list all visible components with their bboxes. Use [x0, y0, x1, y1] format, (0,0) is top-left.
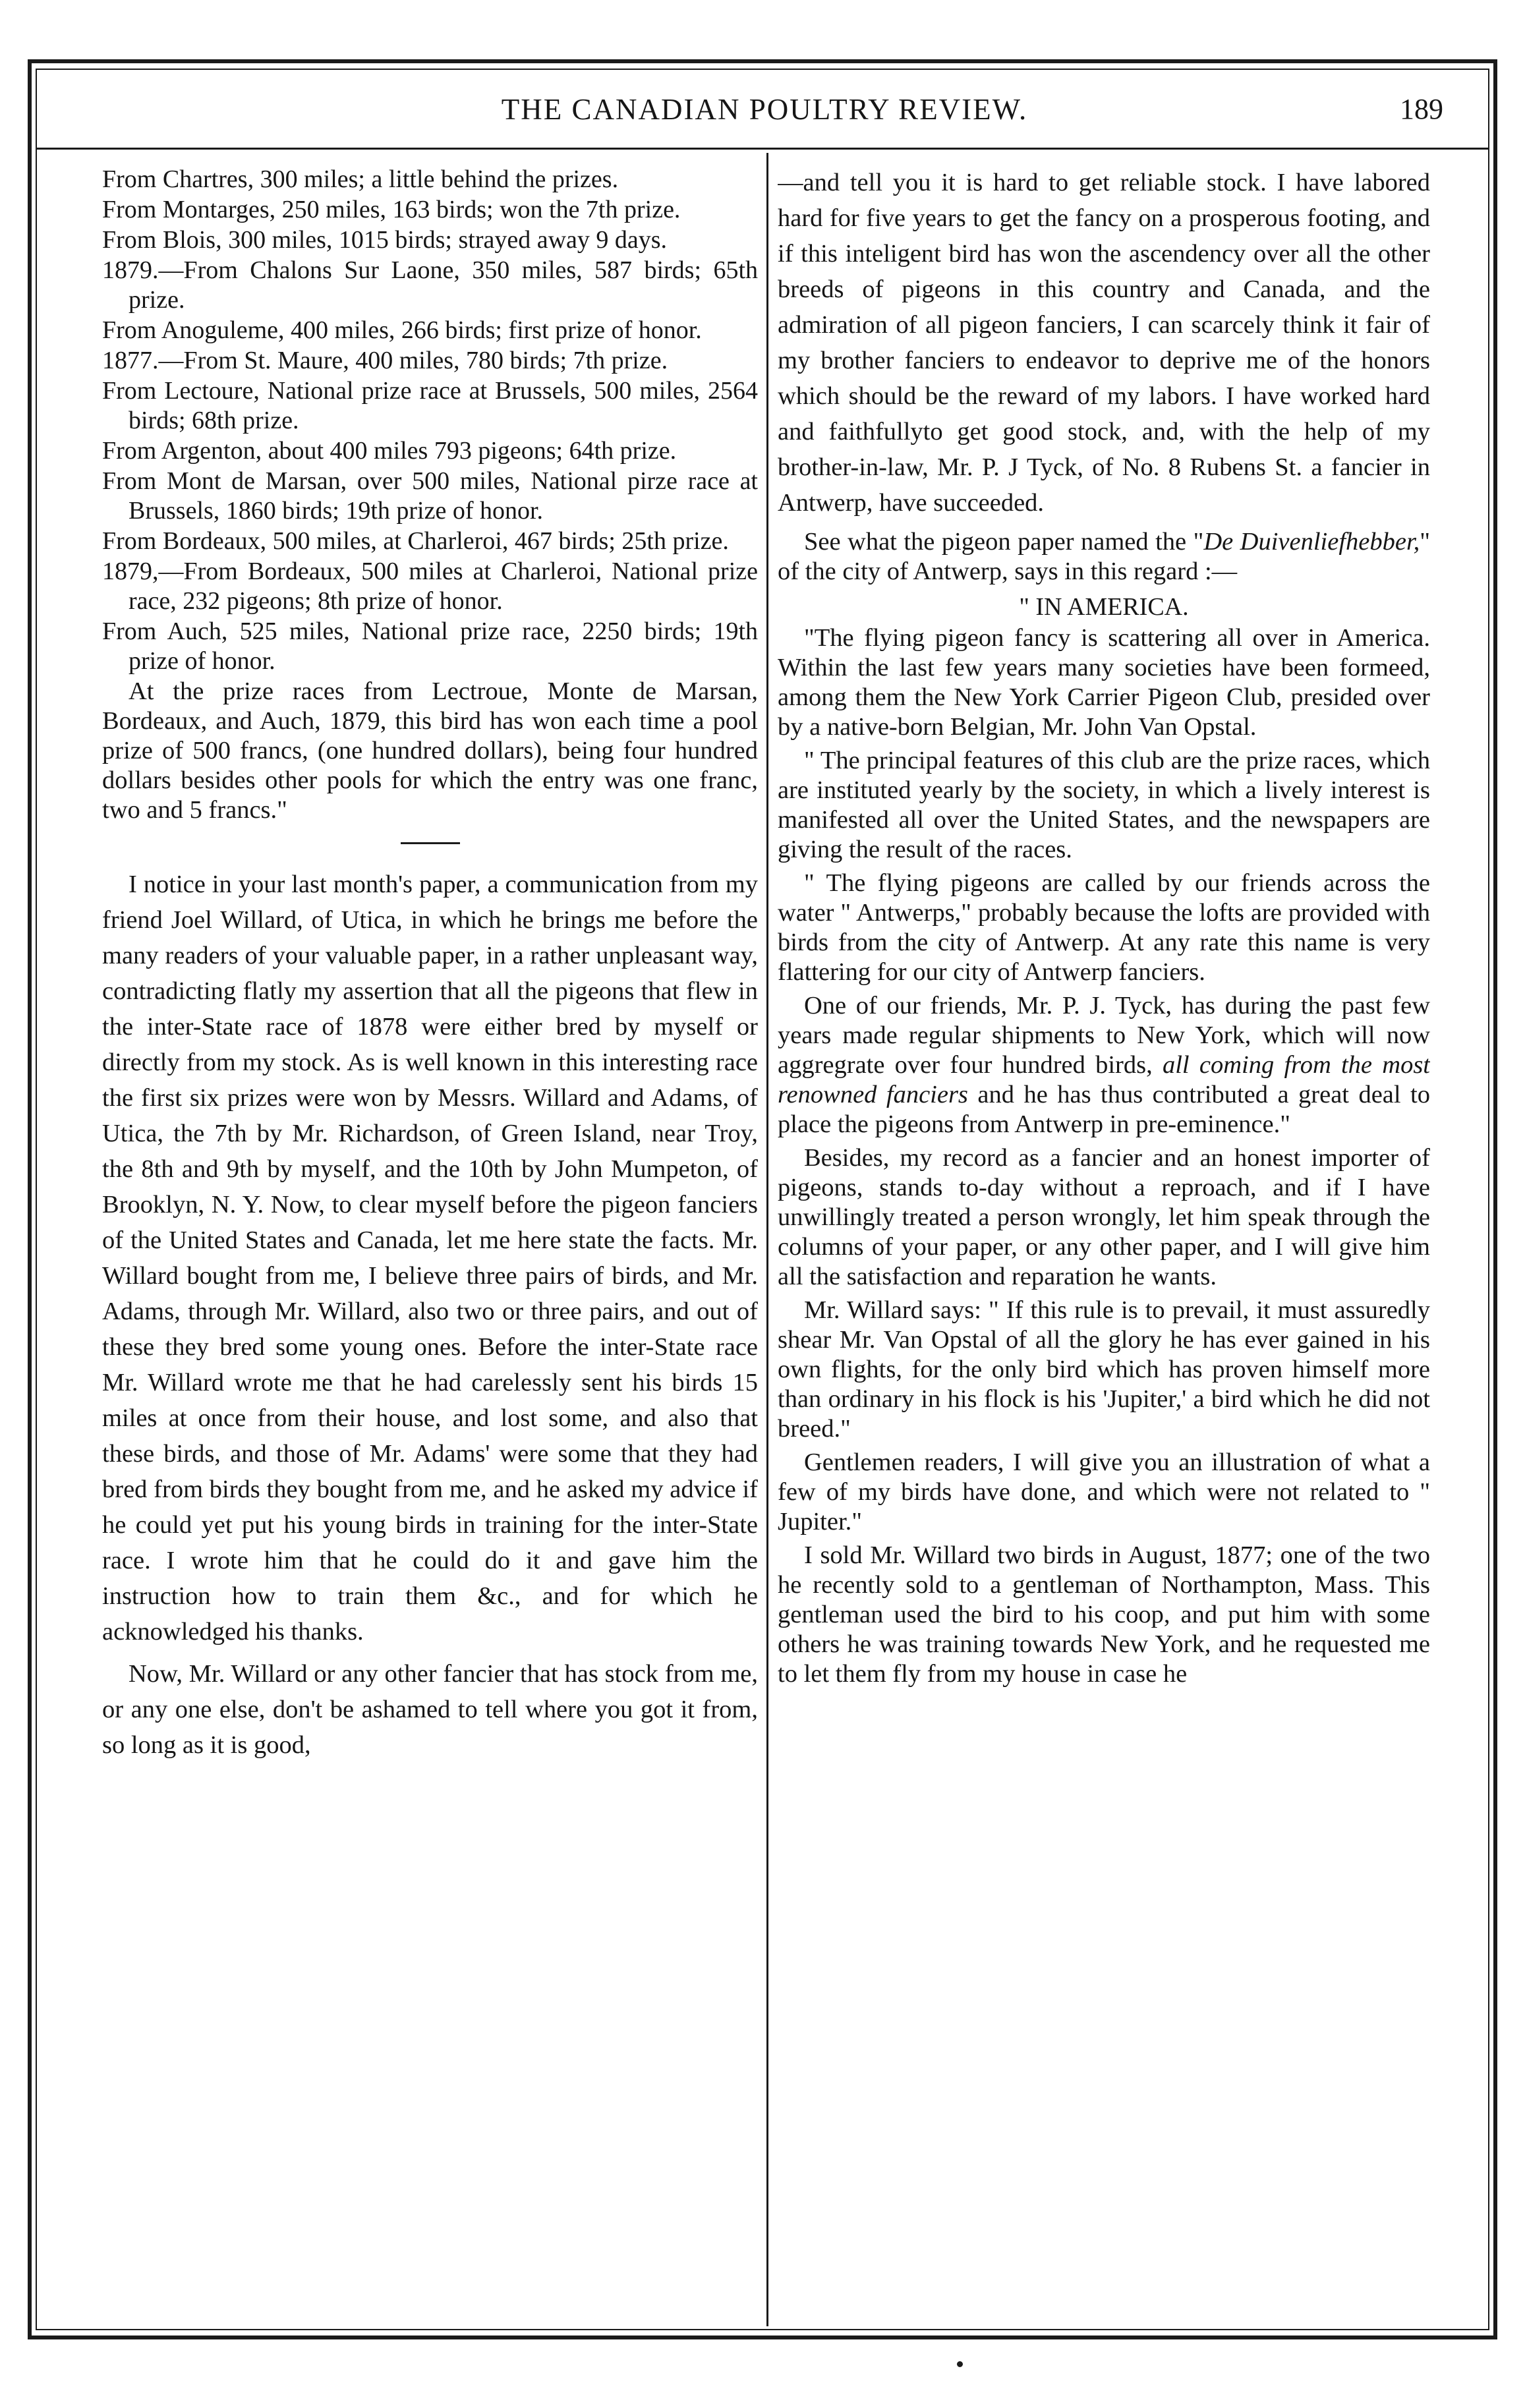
frame-inner-bottom: [36, 2329, 1489, 2330]
race-record-item: From Chartres, 300 miles; a little behind the prizes.: [102, 165, 619, 193]
text-run: One of our friends, Mr. P. J. Tyck, has during the past few years made regular shipments to New York, which will now aggregrate over four hundred birds,: [778, 992, 1430, 1079]
text-run: and he has thus contributed a great deal to place the pigeons from Antwerp in pre-eminence.": [778, 1081, 1430, 1138]
quoted-subheading: " IN AMERICA.: [1019, 593, 1189, 621]
frame-inner-right: [1488, 69, 1489, 2330]
race-record-item: 1879.—From Chalons Sur Laone, 350 miles, 587 birds; 65th prize.: [102, 256, 758, 314]
column-divider: [766, 153, 768, 2326]
body-paragraph: " The principal features of this club are the prize races, which are instituted yearly by the society, in which a lively interest is manifested all over the United States, and the newspapers are giving the result of the races.: [778, 747, 1430, 863]
frame-outer-right: [1493, 59, 1497, 2339]
body-paragraph: [778, 527, 1430, 587]
publication-name: De Duivenliefhebber,: [1203, 528, 1420, 556]
running-header: [86, 92, 1443, 138]
frame-outer-left: [28, 59, 32, 2339]
right-column: [778, 165, 1430, 2260]
frame-outer-top: [28, 59, 1497, 63]
race-record-item: From Argenton, about 400 miles 793 pigeons; 64th prize.: [102, 437, 677, 465]
body-paragraph: I sold Mr. Willard two birds in August, 1877; one of the two he recently sold to a gentleman of Northampton, Mass. This gentleman used the bird to his coop, and put him with some others he was training towards New York, and he requested me to let them fly from my house in case he: [778, 1541, 1430, 1688]
race-record-item: From Blois, 300 miles, 1015 birds; strayed away 9 days.: [102, 226, 668, 254]
quote-conclusion: At the prize races from Lectroue, Monte de Marsan, Bordeaux, and Auch, 1879, this bird has won each time a pool prize of 500 francs, (one hundred dollars), being four hundred dollars besides other pools for which the entry was one franc, two and 5 francs.": [102, 677, 758, 824]
page-number: 189: [1400, 93, 1443, 125]
race-record-item: From Anoguleme, 400 miles, 266 birds; first prize of honor.: [102, 316, 702, 344]
header-rule: [37, 148, 1488, 150]
race-record-item: From Montarges, 250 miles, 163 birds; won the 7th prize.: [102, 196, 681, 223]
running-title: THE CANADIAN POULTRY REVIEW.: [501, 93, 1028, 126]
text-run: See what the pigeon paper named the ": [804, 528, 1204, 556]
body-paragraph: —and tell you it is hard to get reliable stock. I have labored hard for five years to get the fancy on a prosperous footing, and if this inteligent bird has won the ascendency over all the other breeds of pigeons in this country and Canada, and the admiration of all pigeon fanciers, I can scarcely think it fair of my brother fanciers to endeavor to deprive me of the honors which should be the reward of my labors. I have worked hard and faithfullyto get good stock, and, with the help of my brother-in-law, Mr. P. J Tyck, of No. 8 Rubens St. a fancier in Antwerp, have succeeded.: [778, 169, 1430, 517]
emphasis-text: all coming from the most renowned fanciers: [778, 1051, 1430, 1108]
race-record-item: From Auch, 525 miles, National prize race, 2250 birds; 19th prize of honor.: [102, 617, 758, 675]
frame-outer-bottom: [28, 2336, 1497, 2339]
race-record-item: From Bordeaux, 500 miles, at Charleroi, 467 birds; 25th prize.: [102, 527, 729, 555]
body-paragraph: Mr. Willard says: " If this rule is to prevail, it must assuredly shear Mr. Van Opstal of all the glory he has ever gained in his own flights, for the only bird which has proven himself more than ordinary in his flock is his 'Jupiter,' a bird which he did not breed.": [778, 1296, 1430, 1443]
section-separator: [401, 842, 460, 844]
body-paragraph: I notice in your last month's paper, a communication from my friend Joel Willard, of Utica, in which he brings me before the many readers of your valuable paper, in a rather unpleasant way, contradicting flatly my assertion that all the pigeons that flew in the inter-State race of 1878 were either bred by myself or directly from my stock. As is well known in this interesting race the first six prizes were won by Messrs. Willard and Adams, of Utica, the 7th by Mr. Richardson, of Green Island, near Troy, the 8th and 9th by myself, and the 10th by John Mumpeton, of Brooklyn, N. Y. Now, to clear myself before the pigeon fanciers of the United States and Canada, let me here state the facts. Mr. Willard bought from me, I believe three pairs of birds, and Mr. Adams, through Mr. Willard, also two or three pairs, and out of these they bred some young ones. Before the inter-State race Mr. Willard wrote me that he had carelessly sent his birds 15 miles at once from their house, and lost some, and also that these birds, and those of Mr. Adams' were some that they had bred from birds they bought from me, and he asked my advice if he could yet put his young birds in training for the inter-State race. I wrote him that he could do it and gave him the instruction how to train them &c., and for which he acknowledged his thanks.: [102, 871, 758, 1646]
frame-inner-left: [36, 69, 37, 2330]
body-paragraph: Besides, my record as a fancier and an honest importer of pigeons, stands to-day without a reproach, and if I have unwillingly treated a person wrongly, let him speak through the columns of your paper, or any other paper, and I will give him all the satisfaction and reparation he wants.: [778, 1144, 1430, 1290]
race-record-item: From Lectoure, National prize race at Brussels, 500 miles, 2564 birds; 68th prize.: [102, 377, 758, 434]
body-paragraph: Now, Mr. Willard or any other fancier that has stock from me, or any one else, don't be ashamed to tell where you got it from, so long as it is good,: [102, 1660, 758, 1759]
body-paragraph: Gentlemen readers, I will give you an illustration of what a few of my birds have done, and which were not related to " Jupiter.": [778, 1448, 1430, 1535]
body-paragraph: [778, 991, 1430, 1139]
printer-mark: [957, 2361, 963, 2367]
race-record-item: From Mont de Marsan, over 500 miles, National pirze race at Brussels, 1860 birds; 19th prize of honor.: [102, 467, 758, 525]
left-column: [102, 165, 758, 2260]
race-record-item: 1879,—From Bordeaux, 500 miles at Charleroi, National prize race, 232 pigeons; 8th prize of honor.: [102, 558, 758, 615]
body-paragraph: "The flying pigeon fancy is scattering all over in America. Within the last few years many societies have been formeed, among them the New York Carrier Pigeon Club, presided over by a native-born Belgian, Mr. John Van Opstal.: [778, 624, 1430, 741]
frame-inner-top: [36, 69, 1489, 70]
text-run: " of the city of Antwerp, says in this regard :—: [778, 528, 1430, 585]
race-record-item: 1877.—From St. Maure, 400 miles, 780 birds; 7th prize.: [102, 347, 668, 374]
body-paragraph: " The flying pigeons are called by our friends across the water " Antwerps," probably because the lofts are provided with birds from the city of Antwerp. At any rate this name is very flattering for our city of Antwerp fanciers.: [778, 869, 1430, 986]
